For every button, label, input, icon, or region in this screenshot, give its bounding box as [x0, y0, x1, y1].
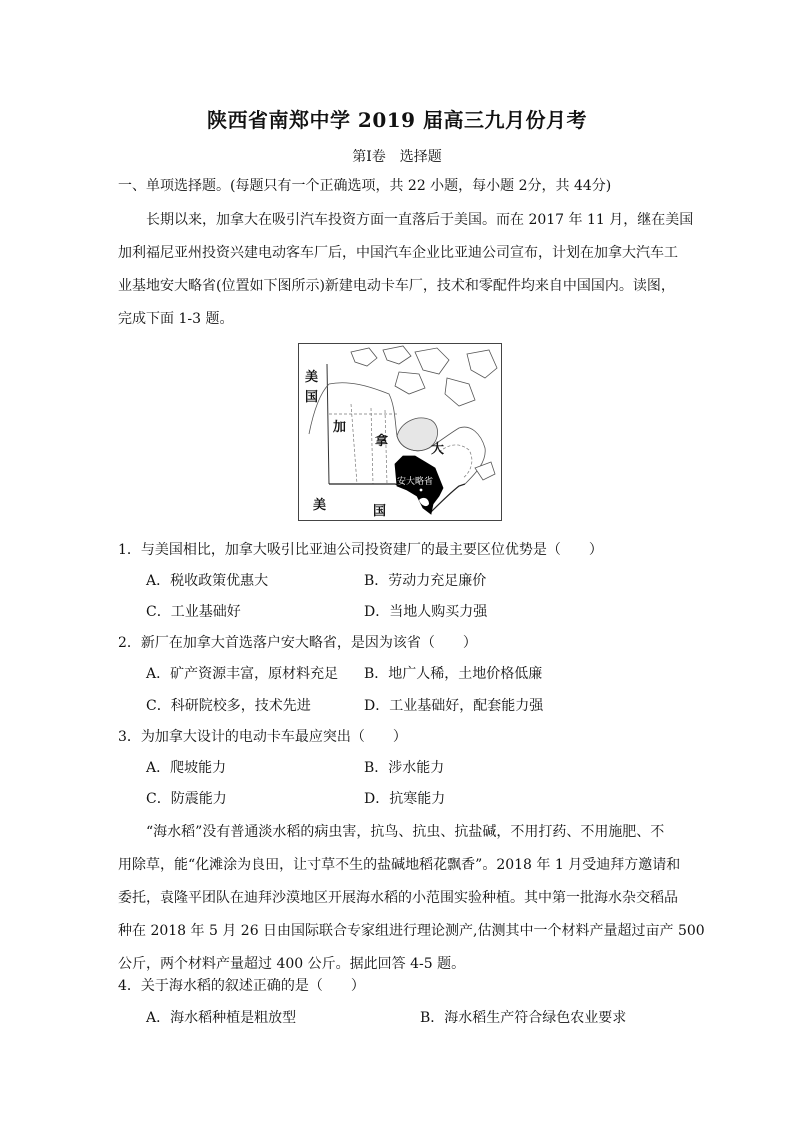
question-2-option-a: A．矿产资源丰富，原材料充足 [146, 666, 339, 682]
passage-1 [118, 204, 694, 336]
question-3-option-c: C．防震能力 [146, 791, 227, 807]
question-4-option-a: A．海水稻种植是粗放型 [146, 1010, 297, 1026]
passage-2 [118, 816, 705, 981]
passage-line: 公斤，两个材料产量超过 400 公斤。据此回答 4-5 题。 [118, 956, 466, 972]
map-label-usa-south-1: 美 [313, 498, 327, 513]
question-2-option-d: D．工业基础好，配套能力强 [364, 698, 544, 714]
question-1-stem: 1．与美国相比，加拿大吸引比亚迪公司投资建厂的最主要区位优势是（ ） [118, 542, 603, 558]
map-label-canada-1: 加 [333, 420, 347, 435]
map-label-canada-2: 拿 [375, 434, 389, 449]
volume-heading: 第Ⅰ卷 选择题 [352, 149, 442, 165]
question-2-option-c: C．科研院校多，技术先进 [146, 698, 311, 714]
map-label-usa-north-1: 美 [305, 370, 319, 385]
question-1-option-d: D．当地人购买力强 [364, 604, 488, 620]
canada-map-figure [298, 343, 502, 521]
map-label-usa-south-2: 国 [373, 504, 387, 519]
passage-line: 长期以来，加拿大在吸引汽车投资方面一直落后于美国。而在 2017 年 11 月，继在美国 [146, 212, 694, 228]
passage-line: 种在 2018 年 5 月 26 日由国际联合专家组进行理论测产,估测其中一个材料产量超过亩产 500 [118, 923, 705, 939]
exam-title: 陕西省南郑中学 2019 届高三九月份月考 [206, 108, 588, 132]
question-3-stem: 3．为加拿大设计的电动卡车最应突出（ ） [118, 729, 407, 745]
question-1-option-a: A．税收政策优惠大 [146, 573, 269, 589]
passage-line: 委托，袁隆平团队在迪拜沙漠地区开展海水稻的小范围实验种植。其中第一批海水杂交稻品 [118, 890, 678, 906]
passage-line: 业基地安大略省(位置如下图所示)新建电动卡车厂，技术和零配件均来自中国国内。读图， [118, 278, 675, 294]
question-3-option-b: B．涉水能力 [364, 760, 445, 776]
question-4-stem: 4．关于海水稻的叙述正确的是（ ） [118, 978, 365, 994]
section-heading: 一、单项选择题。(每题只有一个正确选项，共 22 小题，每小题 2分，共 44分) [118, 178, 612, 194]
map-label-ontario: 安大略省 [397, 477, 434, 487]
map-label-canada-3: 大 [431, 442, 445, 457]
passage-line: “海水稻”没有普通淡水稻的病虫害，抗鸟、抗虫、抗盐碱，不用打药、不用施肥、不 [146, 824, 665, 840]
question-1-option-b: B．劳动力充足廉价 [364, 573, 487, 589]
question-3-option-a: A．爬坡能力 [146, 760, 227, 776]
question-4-option-b: B．海水稻生产符合绿色农业要求 [420, 1010, 627, 1026]
map-label-usa-north-2: 国 [305, 390, 319, 405]
canada-map-svg [299, 344, 501, 520]
question-2-stem: 2．新厂在加拿大首选落户安大略省，是因为该省（ ） [118, 635, 477, 651]
question-1-option-c: C．工业基础好 [146, 604, 241, 620]
passage-line: 完成下面 1-3 题。 [118, 311, 234, 327]
question-3-option-d: D．抗寒能力 [364, 791, 446, 807]
passage-line: 用除草，能“化滩涂为良田，让寸草不生的盐碱地稻花飘香”。2018 年 1 月受迪拜方邀请和 [118, 857, 681, 873]
question-2-option-b: B．地广人稀，土地价格低廉 [364, 666, 543, 682]
passage-line: 加利福尼亚州投资兴建电动客车厂后，中国汽车企业比亚迪公司宣布，计划在加拿大汽车工 [118, 245, 678, 261]
